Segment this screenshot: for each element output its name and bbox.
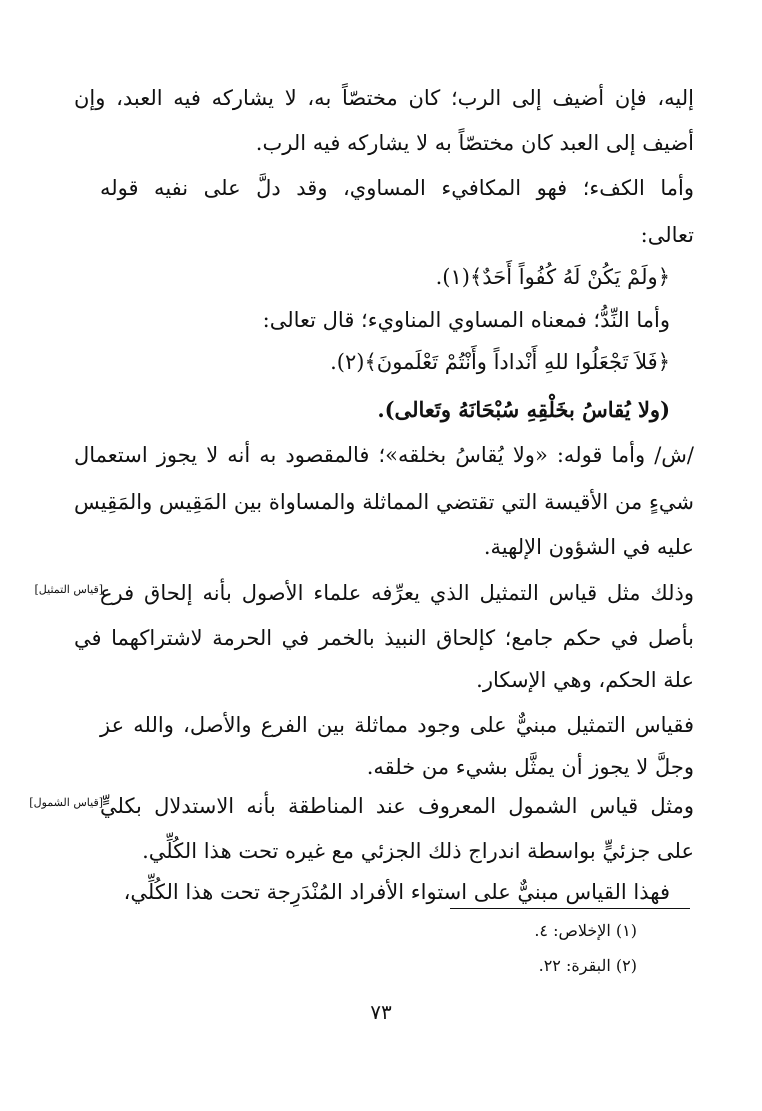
text-line: ومثل قياس الشمول المعروف عند المناطقة بأنه الاستدلال بكليٍّ <box>100 794 694 818</box>
text-line: /ش/ وأما قوله: «ولا يُقاسُ بخلقه»؛ فالمقصود به أنه لا يجوز استعمال <box>74 443 694 467</box>
footnote: (١) الإخلاص: ٤. <box>534 921 637 940</box>
text-line: وجلَّ لا يجوز أن يمثَّل بشيء من خلقه. <box>366 755 694 779</box>
matn-line: (ولا يُقاسُ بخَلْقِهِ سُبْحَانَهُ وتَعالى). <box>377 397 670 422</box>
text-line: وأما الكفء؛ فهو المكافيء المساوي، وقد دلَّ على نفيه قوله <box>100 176 694 200</box>
text-line: عليه في الشؤون الإلهية. <box>483 535 694 559</box>
footnote-separator <box>450 908 690 909</box>
text-line: بأصل في حكم جامع؛ كإلحاق النبيذ بالخمر في الحرمة لاشتراكهما في <box>74 626 694 650</box>
footnote: (٢) البقرة: ٢٢. <box>538 956 637 975</box>
margin-note: [قياس الشمول] <box>29 796 103 809</box>
margin-note: [قياس التمثيل] <box>34 583 103 596</box>
text-line: وأما النِّدُّ؛ فمعناه المساوي المناويء؛ قال تعالى: <box>262 308 670 332</box>
text-line: شيءٍ من الأقيسة التي تقتضي المماثلة والمساواة بين المَقِيس والمَقِيس <box>74 490 694 514</box>
quran-verse: ﴿ولَمْ يَكُنْ لَهُ كُفُواً أَحَدٌ﴾(١). <box>435 265 670 289</box>
quran-verse: ﴿فَلاَ تَجْعَلُوا للهِ أَنْداداً وأَنْتُمْ تَعْلَمونَ﴾(٢). <box>330 350 670 374</box>
page-number: ٧٣ <box>370 1000 392 1024</box>
text-line: على جزئيٍّ بواسطة اندراج ذلك الجزئي مع غيره تحت هذا الكُلِّي. <box>142 839 694 863</box>
text-line: وذلك مثل قياس التمثيل الذي يعرِّفه علماء الأصول بأنه إلحاق فرع <box>100 581 694 605</box>
text-line: أضيف إلى العبد كان مختصّاً به لا يشاركه فيه الرب. <box>255 131 694 155</box>
text-line: إليه، فإن أضيف إلى الرب؛ كان مختصّاً به، لا يشاركه فيه العبد، وإن <box>74 86 694 110</box>
text-line: فقياس التمثيل مبنيٌّ على وجود مماثلة بين الفرع والأصل، والله عز <box>100 713 694 737</box>
text-line: تعالى: <box>640 223 694 247</box>
text-line: فهذا القياس مبنيٌّ على استواء الأفراد المُنْدَرِجة تحت هذا الكُلِّي، <box>123 880 670 904</box>
text-line: علة الحكم، وهي الإسكار. <box>476 668 694 692</box>
